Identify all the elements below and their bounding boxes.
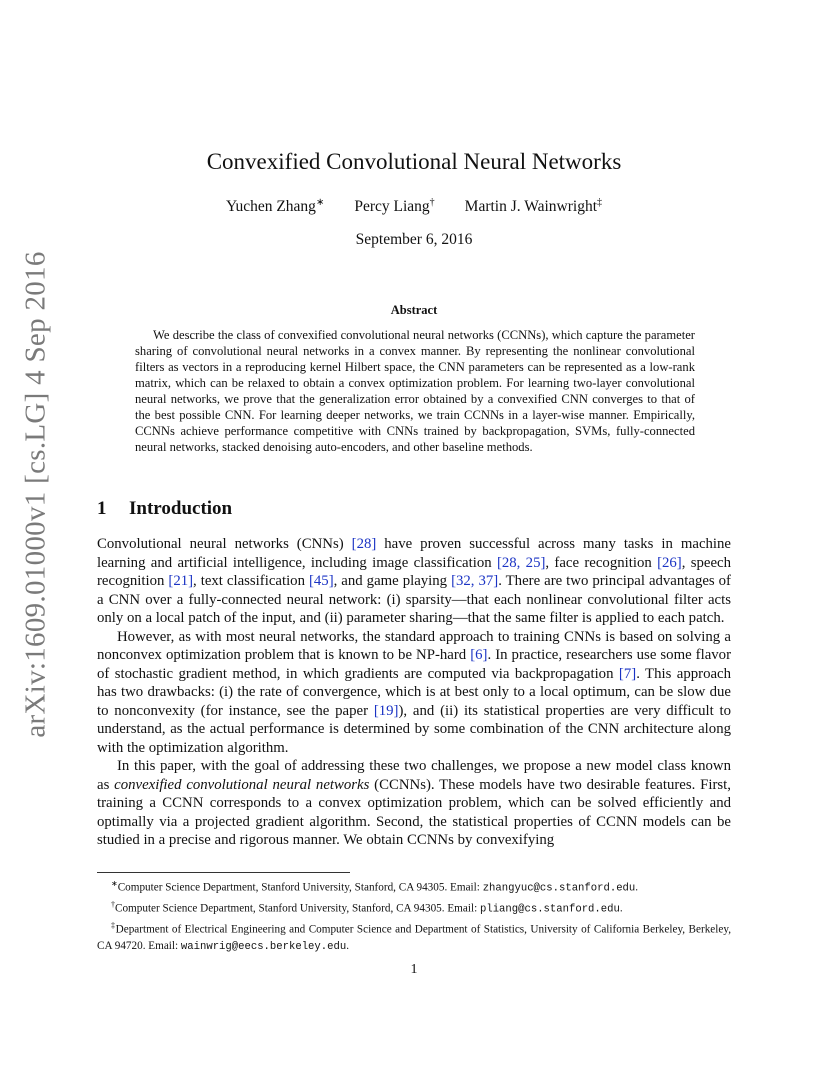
citation-link[interactable]: [19]	[373, 702, 399, 719]
paragraph	[97, 757, 731, 850]
text-run: . In practice, researchers use some flavor of stochastic gradient method, in which gradients are computed via backpropagation	[97, 647, 732, 682]
introduction-body	[97, 535, 731, 850]
author-mark: †	[429, 197, 435, 208]
text-run: . This approach has two drawbacks: (i) the rate of convergence, which is at best only to a local optimum, can be slow due to nonconvexity (for instance, see the paper	[97, 665, 731, 719]
citation-link[interactable]: [45]	[308, 573, 334, 589]
text-run: However, as with most neural networks, the standard approach to training CNNs is based on solving a nonconvex optimization problem that is known to be NP-hard	[97, 628, 731, 663]
text-run: have proven successful across many tasks in machine learning and artificial intelligence, including image classification	[97, 536, 731, 571]
citation-link[interactable]: [7]	[618, 665, 637, 682]
footnote-mark: †	[111, 900, 115, 910]
email-link[interactable]: pliang@cs.stanford.edu	[479, 903, 620, 916]
citation-link[interactable]: [6]	[470, 647, 488, 663]
emphasized-term: convexified convolutional neural networks	[114, 776, 370, 793]
footnote	[97, 897, 731, 918]
author-mark: ∗	[315, 197, 325, 208]
paragraph	[97, 535, 731, 628]
citation-link[interactable]: [32, 37]	[451, 573, 499, 589]
text-run: . There are two principal advantages of a CNN over a fully-connected neural network: (i) sparsity—that each nonlinear convolutional filter acts only on a local patch of the input, and (ii) parameter sharing—that the same filter is applied to each patch.	[97, 573, 731, 626]
footnote-mark: ‡	[111, 921, 116, 931]
abstract-heading: Abstract	[390, 303, 438, 317]
section-title: Introduction	[129, 498, 233, 519]
section-number: 1	[97, 498, 107, 519]
email-link[interactable]: zhangyuc@cs.stanford.edu	[482, 882, 636, 895]
footnotes	[97, 876, 731, 955]
text-run: In this paper, with the goal of addressing these two challenges, we propose a new model class known as	[97, 758, 731, 793]
text-run: , speech recognition	[97, 554, 731, 589]
footnote-text: Computer Science Department, Stanford University, Stanford, CA 94305. Email:	[117, 881, 483, 894]
abstract-text: We describe the class of convexified convolutional neural networks (CCNNs), which capture the parameter sharing of convolutional neural networks in a convex manner. By representing the nonlinear convolutional filters as vectors in a reproducing kernel Hilbert space, the CNN parameters can be represented as a low-rank matrix, which can be relaxed to obtain a convex optimization problem. For learning two-layer convolutional neural networks, we prove that the generalization error obtained by a convexified CNN converges to that of the best possible CNN. For learning deeper networks, we train CCNNs in a layer-wise manner. Empirically, CCNNs achieve performance competitive with CNNs trained by backpropagation, SVMs, fully-connected neural networks, stacked denoising auto-encoders, and other baseline methods.	[135, 328, 695, 454]
text-run: Convolutional neural networks (CNNs)	[97, 536, 352, 552]
text-run: , text classification	[193, 573, 309, 589]
section-heading	[97, 498, 232, 520]
author	[226, 197, 324, 216]
footnote-divider	[97, 872, 350, 873]
page-number: 1	[410, 962, 418, 977]
citation-link[interactable]: [28]	[351, 536, 377, 552]
footnote	[97, 876, 731, 897]
author-mark: ‡	[597, 197, 603, 208]
author	[465, 197, 602, 216]
citation-link[interactable]: [28, 25]	[496, 554, 546, 571]
author-name: Percy Liang	[354, 198, 430, 216]
paragraph	[97, 628, 731, 758]
email-link[interactable]: wainwrig@eecs.berkeley.edu	[180, 940, 347, 953]
footnote-text: Department of Electrical Engineering and Computer Science and Department of Statistics, University of California Berkeley, Berkeley, CA 94720. Email:	[97, 924, 732, 952]
citation-link[interactable]: [26]	[657, 554, 682, 571]
author	[354, 197, 434, 216]
text-run: (CCNNs). These models have two desirable features. First, training a CCNN corresponds to a convex optimization problem, which can be solved efficiently and optimally via a projected gradient algorithm. Second, the statistical properties of CCNN models can be studied in a precise and rigorous manner. We obtain CCNNs by convexifying	[97, 776, 731, 848]
footnote-mark: ∗	[111, 879, 118, 888]
footnote-tail: .	[346, 939, 349, 952]
text-run: , and game playing	[333, 573, 452, 589]
footnote	[97, 918, 731, 955]
arxiv-stamp-text: arXiv:1609.01000v1 [cs.LG] 4 Sep 2016	[19, 250, 52, 738]
arxiv-stamp	[16, 250, 56, 738]
text-run: , face recognition	[545, 554, 658, 571]
footnote-tail: .	[619, 902, 623, 915]
paper-date: September 6, 2016	[355, 231, 473, 248]
author-list	[0, 197, 828, 216]
footnote-text: Computer Science Department, Stanford University, Stanford, CA 94305. Email:	[115, 902, 480, 915]
footnote-tail: .	[635, 881, 639, 894]
author-name: Martin J. Wainwright	[464, 198, 598, 216]
author-name: Yuchen Zhang	[225, 198, 316, 216]
text-run: ), and (ii) its statistical properties are very difficult to understand, as the actual performance is determined by some combination of the CNN architecture along with the optimization algorithm.	[97, 702, 732, 756]
citation-link[interactable]: [21]	[168, 573, 194, 589]
paper-title: Convexified Convolutional Neural Networks	[206, 149, 622, 174]
